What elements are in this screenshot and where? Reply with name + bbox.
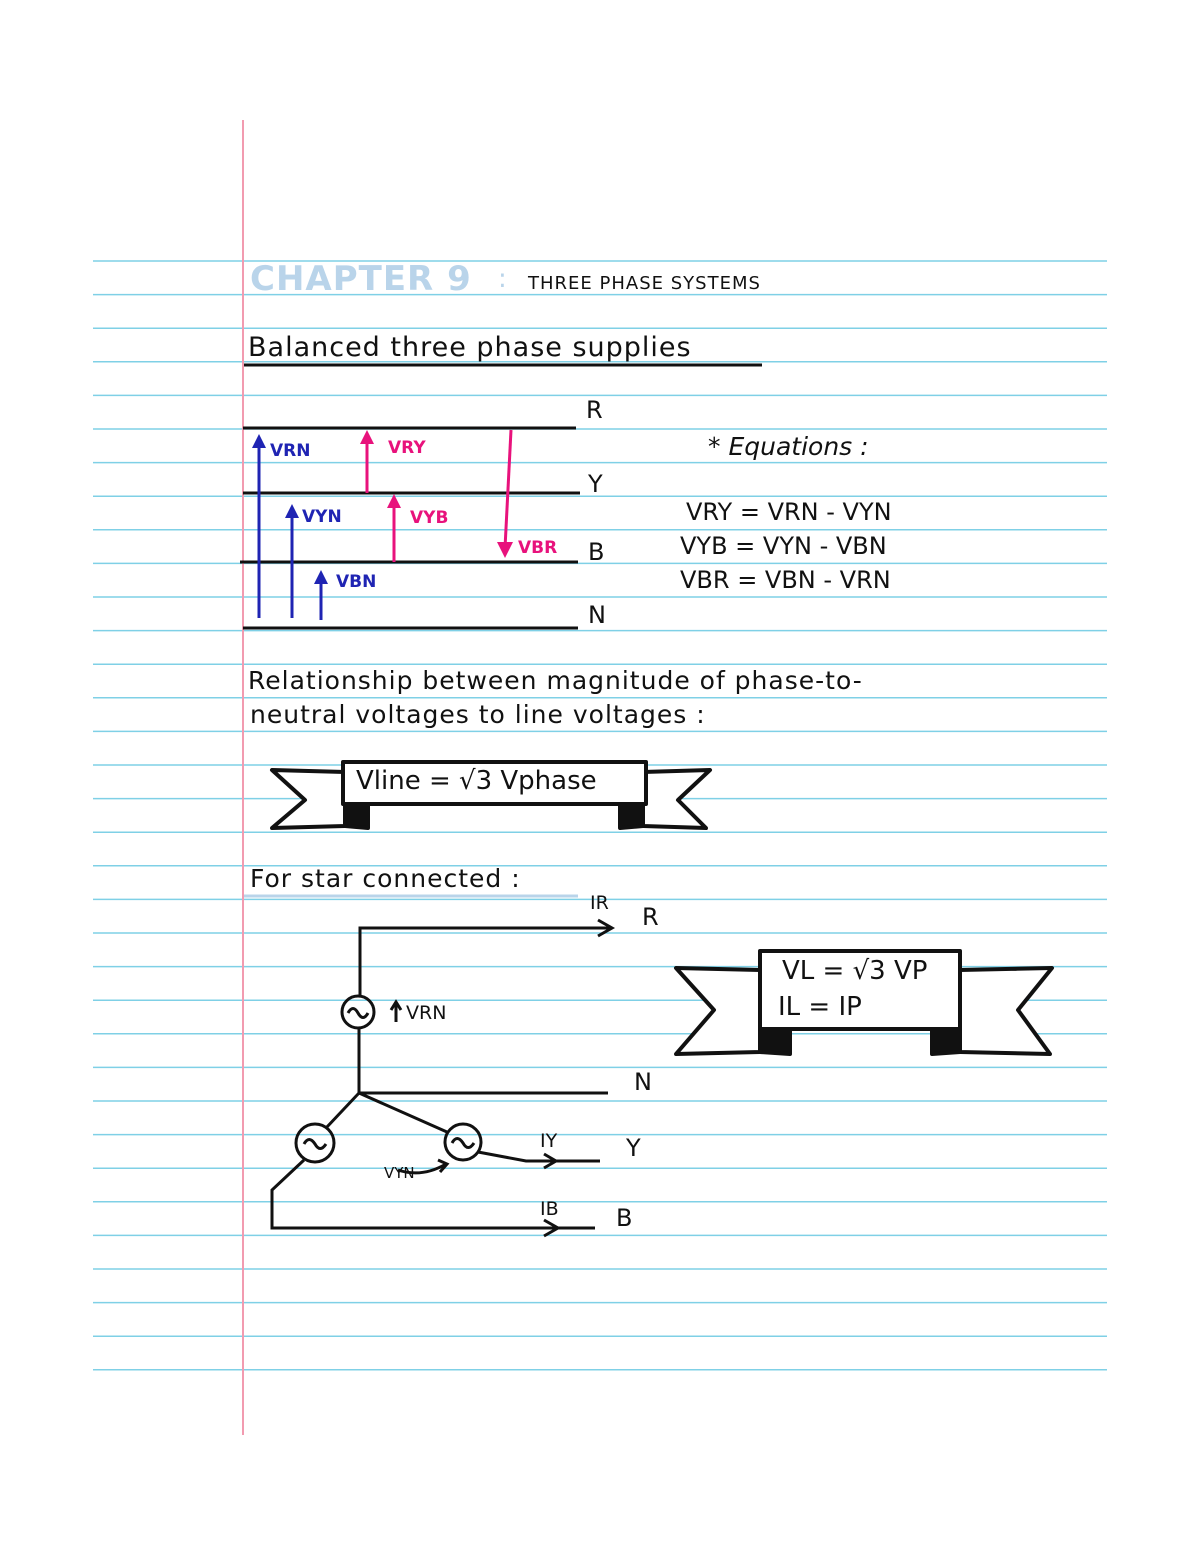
balanced-heading: Balanced three phase supplies (248, 332, 692, 363)
relationship-text-line1: Relationship between magnitude of phase-to- (248, 666, 863, 695)
label-vry: VRY (388, 438, 426, 458)
wire-to-source-b (326, 1093, 359, 1128)
node-label-b: B (616, 1204, 633, 1232)
chapter-title: CHAPTER 9 (250, 259, 472, 299)
chapter-colon: : (498, 264, 507, 294)
equation-vbr: VBR = VBN - VRN (680, 566, 891, 594)
bus-label-n: N (588, 601, 606, 629)
banner2-left-tail (676, 968, 760, 1054)
vrn-arrowhead (252, 434, 266, 448)
star-heading: For star connected : (250, 864, 521, 893)
label-ib: IB (540, 1198, 559, 1220)
source-b-sine (304, 1140, 326, 1149)
chapter-subtitle: THREE PHASE SYSTEMS (528, 273, 761, 294)
equation-vry: VRY = VRN - VYN (686, 498, 892, 526)
equations-title: * Equations : (708, 432, 869, 461)
source-y-sine (452, 1139, 474, 1148)
bus-label-b: B (588, 538, 605, 566)
label-iy: IY (540, 1130, 558, 1152)
equation-vyb: VYB = VYN - VBN (680, 532, 887, 560)
node-label-n: N (634, 1068, 652, 1096)
label-vbr: VBR (518, 538, 558, 558)
banner-right-fold (620, 805, 643, 828)
banner2-left-fold (760, 1028, 790, 1054)
vbn-arrowhead (314, 570, 328, 584)
label-vyb: VYB (410, 508, 449, 528)
label-vrn: VRN (270, 441, 311, 461)
banner-vline-formula: Vline = √3 Vphase (356, 766, 597, 796)
vbr-arrowhead (497, 542, 513, 558)
label-vrn-star: VRN (406, 1002, 447, 1024)
label-vyn-star: VYN (384, 1164, 415, 1182)
wire-r (360, 928, 610, 995)
label-vyn: VYN (302, 507, 342, 527)
wire-y (478, 1152, 600, 1161)
label-vbn: VBN (336, 572, 377, 592)
banner-vl-formula: VL = √3 VP (782, 956, 928, 986)
vyn-arrowhead (285, 504, 299, 518)
node-label-r: R (642, 903, 659, 931)
star-circuit (272, 920, 612, 1236)
node-label-y: Y (626, 1134, 641, 1162)
banner2-right-fold (932, 1028, 960, 1054)
relationship-text-line2: neutral voltages to line voltages : (250, 700, 706, 729)
bus-label-r: R (586, 396, 603, 424)
banner2-right-tail (960, 968, 1052, 1054)
source-r-sine (348, 1009, 368, 1018)
wire-to-source-y (359, 1093, 447, 1132)
bus-label-y: Y (588, 470, 603, 498)
label-ir: IR (590, 892, 609, 914)
vry-arrowhead (360, 430, 374, 444)
banner-left-fold (345, 805, 368, 828)
banner-il-formula: IL = IP (778, 992, 862, 1022)
